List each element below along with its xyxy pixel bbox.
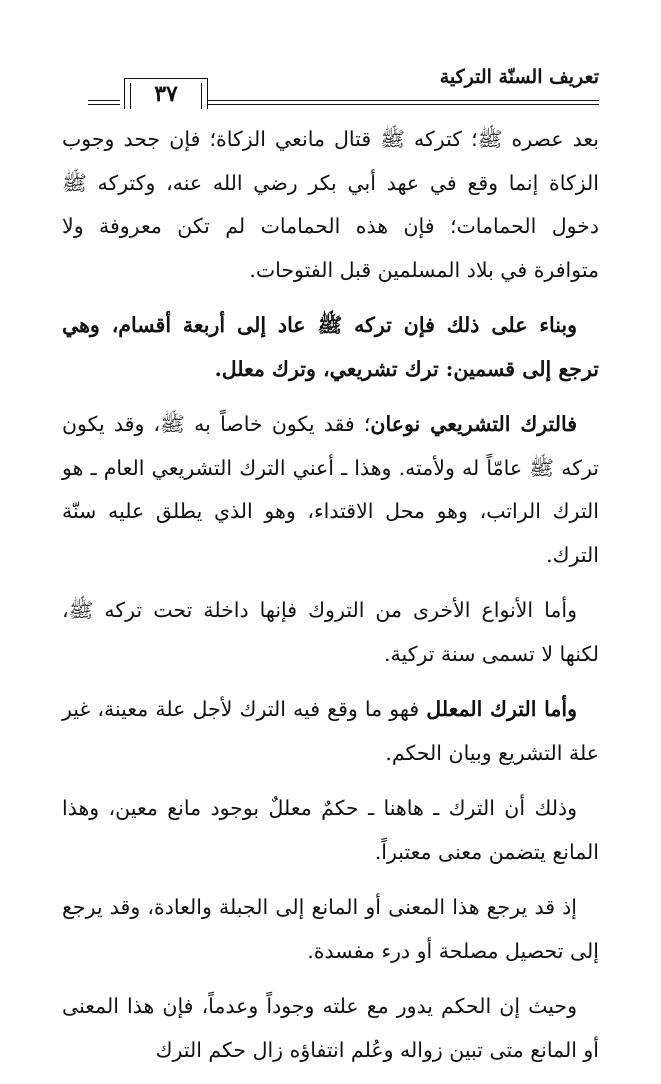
header-rule bbox=[208, 100, 599, 101]
paragraph: إذ قد يرجع هذا المعنى أو المانع إلى الجبلة والعادة، وقد يرجع إلى تحصيل مصلحة أو درء مفسدة. bbox=[62, 895, 599, 963]
paragraph bbox=[62, 688, 599, 775]
header-rule bbox=[88, 100, 120, 101]
bold-term: وأما الترك المعلل bbox=[426, 697, 577, 721]
paragraph: وحيث إن الحكم يدور مع علته وجوداً وعدماً، فإن هذا المعنى أو المانع متى تبين زواله وعُلم انتفاؤه زال حكم الترك bbox=[62, 994, 599, 1062]
page-number: ٣٧ bbox=[124, 78, 208, 109]
page-header bbox=[88, 60, 599, 110]
paragraph: وذلك أن الترك ـ هاهنا ـ حكمٌ معللٌ بوجود مانع معين، وهذا المانع يتضمن معنى معتبراً. bbox=[62, 796, 599, 864]
bold-term: فالترك التشريعي نوعان bbox=[370, 412, 577, 436]
paragraph-text: فهو ما وقع فيه الترك لأجل علة معينة، غير علة التشريع وبيان الحكم. bbox=[62, 697, 599, 765]
paragraph bbox=[62, 403, 599, 577]
page-body bbox=[62, 118, 599, 1084]
paragraph-text: ؛ فقد يكون خاصاً به ﷺ، وقد يكون تركه ﷺ عامّاً له ولأمته. وهذا ـ أعني الترك التشريعي العام ـ هو الترك الراتب، وهو محل الاقتداء، وهو الذي يطلق عليه سنّة الترك. bbox=[62, 412, 599, 567]
bold-text: وبناء على ذلك فإن تركه ﷺ عاد إلى أربعة أقسام، وهي ترجع إلى قسمين: ترك تشريعي، وترك معلل. bbox=[62, 313, 599, 381]
header-rule bbox=[88, 104, 120, 105]
paragraph bbox=[62, 304, 599, 391]
paragraph: وأما الأنواع الأخرى من التروك فإنها داخلة تحت تركه ﷺ، لكنها لا تسمى سنة تركية. bbox=[62, 598, 599, 666]
book-title: تعريف السنّة التركية bbox=[439, 66, 599, 88]
header-rule bbox=[208, 104, 599, 105]
paragraph: بعد عصره ﷺ؛ كتركه ﷺ قتال مانعي الزكاة؛ فإن جحد وجوب الزكاة إنما وقع في عهد أبي بكر رضي الله عنه، وكتركه ﷺ دخول الحمامات؛ فإن هذه الحمامات لم تكن معروفة ولا متوافرة في بلاد المسلمين قبل الفتوحات. bbox=[62, 127, 599, 282]
